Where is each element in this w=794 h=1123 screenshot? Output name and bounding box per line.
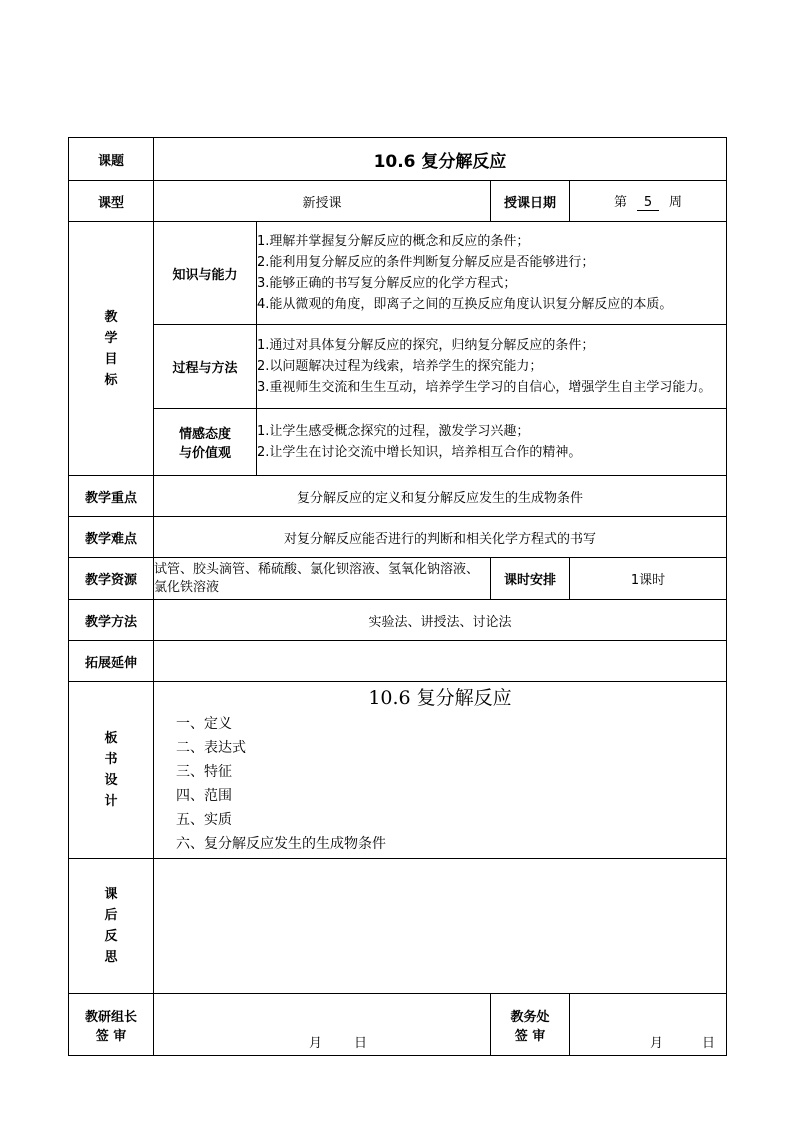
schedule-label: 课时安排 <box>491 558 570 600</box>
week-number: 5 <box>637 196 659 211</box>
list-item: 3.重视师生交流和生生互动，培养学生学习的自信心，增强学生自主学习能力。 <box>257 380 712 395</box>
objectives-label-char: 教 <box>104 309 118 325</box>
reflection-label-char: 后 <box>104 908 118 923</box>
schedule-value: 1课时 <box>570 558 727 600</box>
office-signature-label <box>491 994 570 1056</box>
knowledge-list <box>257 222 727 325</box>
month-label: 月 <box>650 1035 664 1051</box>
method-value: 实验法、讲授法、讨论法 <box>154 600 727 641</box>
reflection-label-char: 课 <box>104 887 118 902</box>
board-label-char: 板 <box>104 731 118 746</box>
difficulty-value: 对复分解反应能否进行的判断和相关化学方程式的书写 <box>154 517 727 558</box>
process-list <box>257 325 727 409</box>
list-item: 2.让学生在讨论交流中增长知识，培养相互合作的精神。 <box>257 445 582 460</box>
board-label-char: 书 <box>104 752 118 767</box>
resources-value: 试管、胶头滴管、稀硫酸、氯化钡溶液、氢氧化钠溶液、氯化铁溶液 <box>154 558 491 600</box>
difficulty-label: 教学难点 <box>69 517 154 558</box>
board-item: 一、定义 <box>176 716 232 732</box>
reflection-label-char: 思 <box>104 950 118 965</box>
list-item: 1.理解并掌握复分解反应的概念和反应的条件； <box>257 234 530 249</box>
board-content <box>154 682 727 859</box>
emotion-label-line: 情感态度 <box>178 427 231 442</box>
teaching-week <box>570 181 727 222</box>
board-item: 六、复分解反应发生的生成物条件 <box>176 836 386 852</box>
office-label-line: 教务处 <box>510 1009 550 1025</box>
list-item: 2.能利用复分解反应的条件判断复分解反应是否能够进行； <box>257 255 595 270</box>
board-item: 五、实质 <box>176 812 232 828</box>
objectives-label-char: 学 <box>104 330 118 346</box>
teaching-date-label: 授课日期 <box>491 181 570 222</box>
reflection-value <box>154 859 727 994</box>
objectives-label <box>69 222 154 476</box>
objectives-label-char: 目 <box>104 351 118 367</box>
leader-signature-label <box>69 994 154 1056</box>
extension-label: 拓展延伸 <box>69 641 154 682</box>
board-item: 二、表达式 <box>176 740 246 756</box>
day-label: 日 <box>702 1035 716 1051</box>
board-title: 10.6 复分解反应 <box>368 687 512 709</box>
emotion-list <box>257 409 727 476</box>
process-label: 过程与方法 <box>154 325 257 409</box>
lesson-plan-table <box>68 137 727 1056</box>
extension-value <box>154 641 727 682</box>
board-item: 三、特征 <box>176 764 232 780</box>
key-point-label: 教学重点 <box>69 476 154 517</box>
reflection-label-char: 反 <box>104 929 118 944</box>
list-item: 1.让学生感受概念探究的过程，激发学习兴趣； <box>257 424 530 439</box>
lesson-type-value: 新授课 <box>154 181 491 222</box>
objectives-label-char: 标 <box>104 372 118 388</box>
method-label: 教学方法 <box>69 600 154 641</box>
day-label: 日 <box>354 1035 368 1051</box>
leader-label-line: 教研组长 <box>84 1009 137 1025</box>
board-label-char: 设 <box>104 773 118 788</box>
leader-label-line: 签 审 <box>95 1028 127 1044</box>
board-label-char: 计 <box>104 794 118 809</box>
lesson-type-label: 课型 <box>69 181 154 222</box>
key-point-value: 复分解反应的定义和复分解反应发生的生成物条件 <box>154 476 727 517</box>
list-item: 3.能够正确的书写复分解反应的化学方程式； <box>257 276 517 291</box>
office-label-line: 签 审 <box>514 1028 546 1044</box>
list-item: 4.能从微观的角度，即离子之间的互换反应角度认识复分解反应的本质。 <box>257 297 673 312</box>
board-item: 四、范围 <box>176 788 232 804</box>
reflection-label <box>69 859 154 994</box>
lesson-title: 10.6 复分解反应 <box>154 138 727 181</box>
week-suffix: 周 <box>669 195 683 210</box>
list-item: 2.以问题解决过程为线索，培养学生的探究能力； <box>257 359 543 374</box>
resources-label: 教学资源 <box>69 558 154 600</box>
office-signature-date <box>570 994 727 1056</box>
emotion-label-line: 与价值观 <box>178 446 231 461</box>
week-prefix: 第 <box>613 195 627 210</box>
board-label <box>69 682 154 859</box>
board-items <box>154 712 726 856</box>
topic-label: 课题 <box>69 138 154 181</box>
month-label: 月 <box>309 1035 323 1051</box>
leader-signature-date <box>154 994 491 1056</box>
emotion-label <box>154 409 257 476</box>
knowledge-label: 知识与能力 <box>154 222 257 325</box>
list-item: 1.通过对具体复分解反应的探究，归纳复分解反应的条件； <box>257 338 595 353</box>
